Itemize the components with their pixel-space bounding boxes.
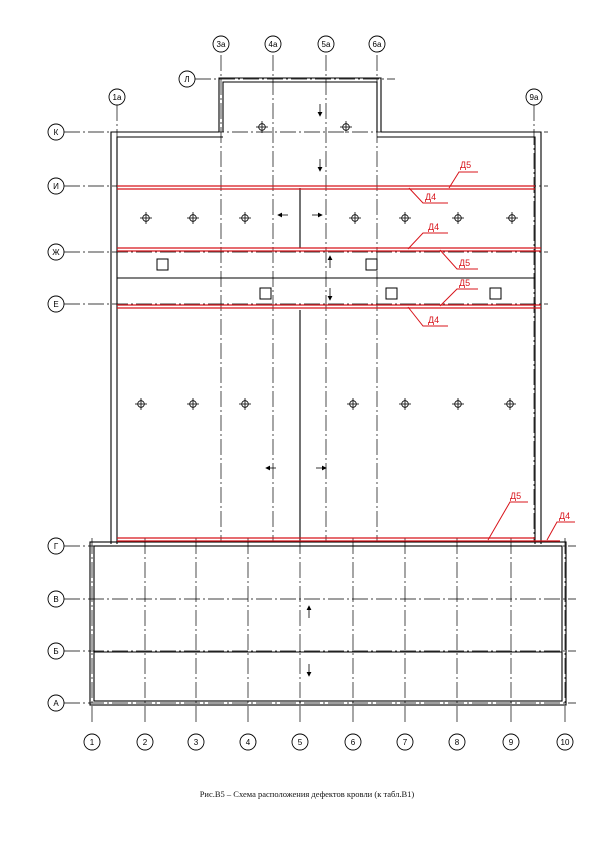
axis-label: Е [53,300,59,309]
label-d5: Д5 [460,160,472,170]
axis-marker-col-9 [503,734,519,750]
axis-label: В [53,595,59,604]
axis-marker-row-Ж [48,244,64,260]
axis-marker-row-К [48,124,64,140]
axis-label: 6а [372,40,382,49]
axis-label: 1а [112,93,122,102]
defect-band-e [117,305,541,308]
label-d4: Д4 [428,222,440,232]
roof-drain-icon [187,212,199,224]
roof-drain-icon [399,212,411,224]
roof-drain-icon [504,398,516,410]
roof-drain-icon [347,398,359,410]
roof-drain-icon [239,398,251,410]
axis-label: 5а [321,40,331,49]
axis-marker-col-8 [449,734,465,750]
axis-label: 9а [529,93,539,102]
roof-hatches [157,259,501,299]
axis-label: 3а [216,40,226,49]
defect-labels [425,160,570,521]
axis-label: Б [53,647,59,656]
axis-marker-col-7 [397,734,413,750]
defect-band-zh [117,248,541,251]
axis-label: 10 [560,738,570,747]
roof-drain-icon [140,212,152,224]
hatch-icon [490,288,501,299]
axis-label: Л [184,75,190,84]
axis-marker-row-Б [48,643,64,659]
axis-marker-col-10 [557,734,573,750]
axis-label: 7 [402,738,408,747]
label-d5: Д5 [459,278,471,288]
axis-marker-row-l [179,71,195,87]
axis-label: 1 [89,738,95,747]
axis-label: 6 [350,738,356,747]
axis-label: 5 [297,738,303,747]
axis-marker-row-Г [48,538,64,554]
axis-marker-col-3 [188,734,204,750]
axis-marker-col-2 [137,734,153,750]
axis-label: А [53,699,59,708]
axis-marker-col-5 [292,734,308,750]
roof-drain-icon [506,212,518,224]
roof-drain-icon [349,212,361,224]
axis-marker-col-4 [240,734,256,750]
axis-marker-row-В [48,591,64,607]
roof-drain-icon [239,212,251,224]
label-d5: Д5 [459,258,471,268]
roof-drain-icon [452,398,464,410]
leader-d4-zh [408,233,448,249]
axis-label: 9 [508,738,514,747]
axis-marker-col-5а [318,36,334,52]
axis-marker-col-4а [265,36,281,52]
roof-drain-icon [399,398,411,410]
roof-drain-icon [452,212,464,224]
roof-drain-icon [256,121,268,133]
leader-d5-e [440,289,478,306]
hatch-icon [260,288,271,299]
figure-caption: Рис.В5 – Схема расположения дефектов кровли (к табл.В1) [199,789,415,799]
axis-marker-col-6 [345,734,361,750]
axis-label: 2 [142,738,148,747]
leader-d5-g [488,502,528,540]
axis-label: Ж [52,248,60,257]
axis-marker-col-6а [369,36,385,52]
axis-marker-col-1 [84,734,100,750]
label-d4: Д4 [425,192,437,202]
hatch-icon [386,288,397,299]
axis-label: 8 [454,738,460,747]
roof-drain-icon [340,121,352,133]
hatch-icon [157,259,168,270]
axis-marker-col-3а [213,36,229,52]
axis-label: Г [53,542,59,551]
axis-marker-col-1а [109,89,125,105]
axis-label: 4а [268,40,278,49]
defect-band-g [117,538,560,541]
roof-drain-icon [135,398,147,410]
building-outline [90,78,566,705]
axis-label: К [53,128,59,137]
axis-label: И [53,182,59,191]
axis-marker-col-9а [526,89,542,105]
hatch-icon [366,259,377,270]
axis-marker-row-Е [48,296,64,312]
roof-drain-icon [187,398,199,410]
axis-grid [64,55,576,725]
defect-bands [117,172,575,541]
slope-arrows [266,104,330,676]
axis-marker-row-И [48,178,64,194]
axis-label: 4 [245,738,251,747]
leader-d4-g [547,522,575,540]
label-d5: Д5 [510,491,522,501]
label-d4: Д4 [559,511,571,521]
axis-label: 3 [193,738,199,747]
axis-markers [48,36,573,750]
label-d4: Д4 [428,315,440,325]
axis-marker-row-А [48,695,64,711]
